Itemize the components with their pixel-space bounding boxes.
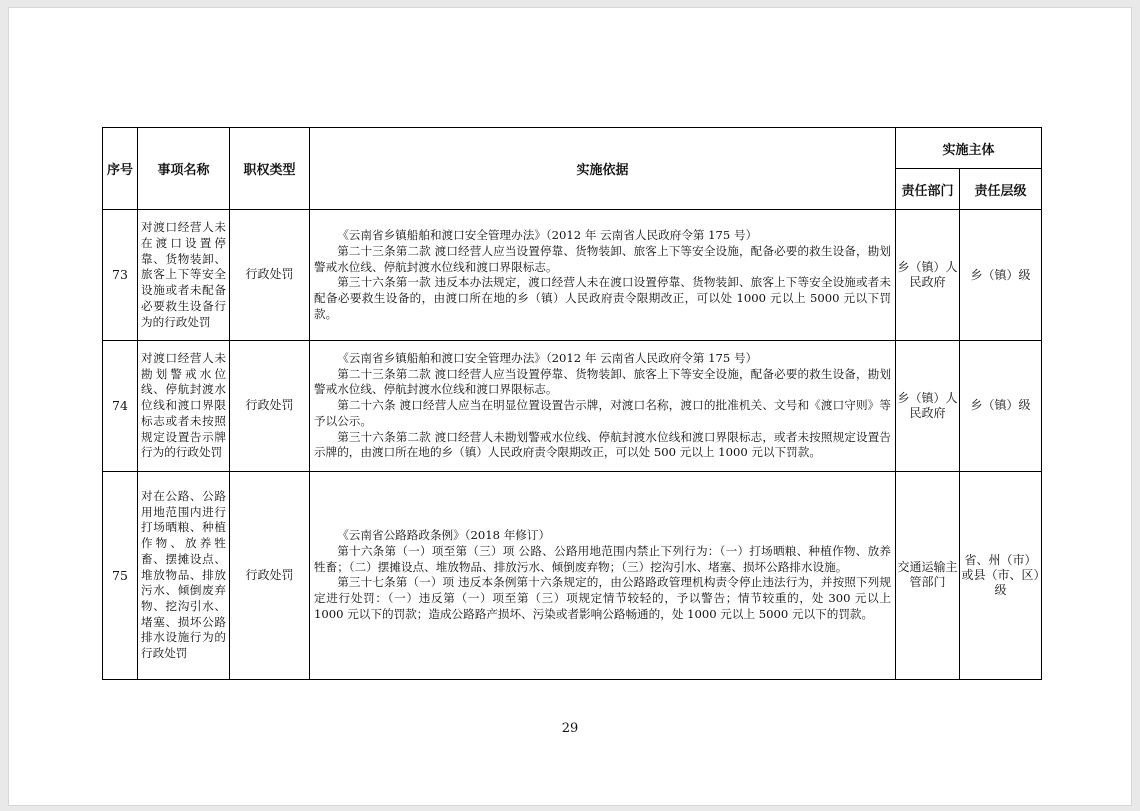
basis-paragraph: 第二十三条第二款 渡口经营人应当设置停靠、货物装卸、旅客上下等安全设施，配备必要的救生设备，勘划警戒水位线、停航封渡水位线和渡口界限标志。 <box>314 243 891 274</box>
header-row <box>103 128 1042 169</box>
header-basis: 实施依据 <box>310 128 896 210</box>
authority-table <box>102 127 1042 680</box>
row-number: 73 <box>103 210 138 341</box>
table-row <box>103 471 1042 679</box>
responsible-dept: 交通运输主管部门 <box>896 471 960 679</box>
basis-paragraph: 第三十六条第一款 违反本办法规定，渡口经营人未在渡口设置停靠、货物装卸、旅客上下等安全设施或者未配备必要救生设备的，由渡口所在地的乡（镇）人民政府责令限期改正，可以处 1000 元以上 5000 元以下罚款。 <box>314 275 891 321</box>
header-dept: 责任部门 <box>896 169 960 210</box>
authority-type: 行政处罚 <box>230 341 310 472</box>
document-page <box>8 7 1132 806</box>
responsible-dept: 乡（镇）人民政府 <box>896 341 960 472</box>
item-name: 对在公路、公路用地范围内进行打场晒粮、种植作物、放养牲畜、摆摊设点、堆放物品、排放污水、倾倒废弃物、挖沟引水、堵塞、损坏公路排水设施行为的行政处罚 <box>138 471 230 679</box>
row-number: 74 <box>103 341 138 472</box>
authority-type: 行政处罚 <box>230 471 310 679</box>
responsible-level: 乡（镇）级 <box>960 210 1042 341</box>
header-seq: 序号 <box>103 128 138 210</box>
item-name: 对渡口经营人未勘划警戒水位线、停航封渡水位线和渡口界限标志或者未按照规定设置告示牌行为的行政处罚 <box>138 341 230 472</box>
table-row <box>103 210 1042 341</box>
header-type: 职权类型 <box>230 128 310 210</box>
basis-paragraph: 《云南省乡镇船舶和渡口安全管理办法》（2012 年 云南省人民政府令第 175 号） <box>337 351 758 366</box>
item-name: 对渡口经营人未在渡口设置停靠、货物装卸、旅客上下等安全设施或者未配备必要救生设备行为的行政处罚 <box>138 210 230 341</box>
authority-type: 行政处罚 <box>230 210 310 341</box>
basis-paragraph: 第三十七条第（一）项 违反本条例第十六条规定的，由公路路政管理机构责令停止违法行为，并按照下列规定进行处罚：（一）违反第（一）项至第（三）项规定情节较轻的，予以警告；情节较重的，处 300 元以上 1000 元以下的罚款；造成公路路产损坏、污染或者影响公路畅通的，处 1000 元以上 5000 元以下的罚款。 <box>314 575 891 621</box>
responsible-dept: 乡（镇）人民政府 <box>896 210 960 341</box>
basis-paragraph: 《云南省乡镇船舶和渡口安全管理办法》（2012 年 云南省人民政府令第 175 号） <box>337 228 758 243</box>
responsible-level: 省、州（市）或县（市、区）级 <box>960 471 1042 679</box>
basis-paragraph: 第十六条第（一）项至第（三）项 公路、公路用地范围内禁止下列行为：（一）打场晒粮、种植作物、放养牲畜；（二）摆摊设点、堆放物品、排放污水、倾倒废弃物；（三）挖沟引水、堵塞、损坏公路排水设施。 <box>314 544 891 574</box>
basis-paragraph: 《云南省公路路政条例》（2018 年修订） <box>337 528 551 543</box>
basis-paragraph: 第二十六条 渡口经营人应当在明显位置设置告示牌，对渡口名称，渡口的批准机关、文号和《渡口守则》等予以公示。 <box>314 398 891 428</box>
basis-paragraph: 第二十三条第二款 渡口经营人应当设置停靠、货物装卸、旅客上下等安全设施，配备必要的救生设备，勘划警戒水位线、停航封渡水位线和渡口界限标志。 <box>314 366 891 397</box>
page-number: 29 <box>561 721 579 736</box>
basis-paragraph: 第三十六条第二款 渡口经营人未勘划警戒水位线、停航封渡水位线和渡口界限标志，或者未按照规定设置告示牌的，由渡口所在地的乡（镇）人民政府责令限期改正，可以处 500 元以上 1000 元以下罚款。 <box>314 429 891 460</box>
legal-basis <box>310 471 896 679</box>
header-name: 事项名称 <box>138 128 230 210</box>
responsible-level: 乡（镇）级 <box>960 341 1042 472</box>
header-subject: 实施主体 <box>896 128 1042 169</box>
header-level: 责任层级 <box>960 169 1042 210</box>
row-number: 75 <box>103 471 138 679</box>
legal-basis <box>310 210 896 341</box>
table-row <box>103 341 1042 472</box>
legal-basis <box>310 341 896 472</box>
